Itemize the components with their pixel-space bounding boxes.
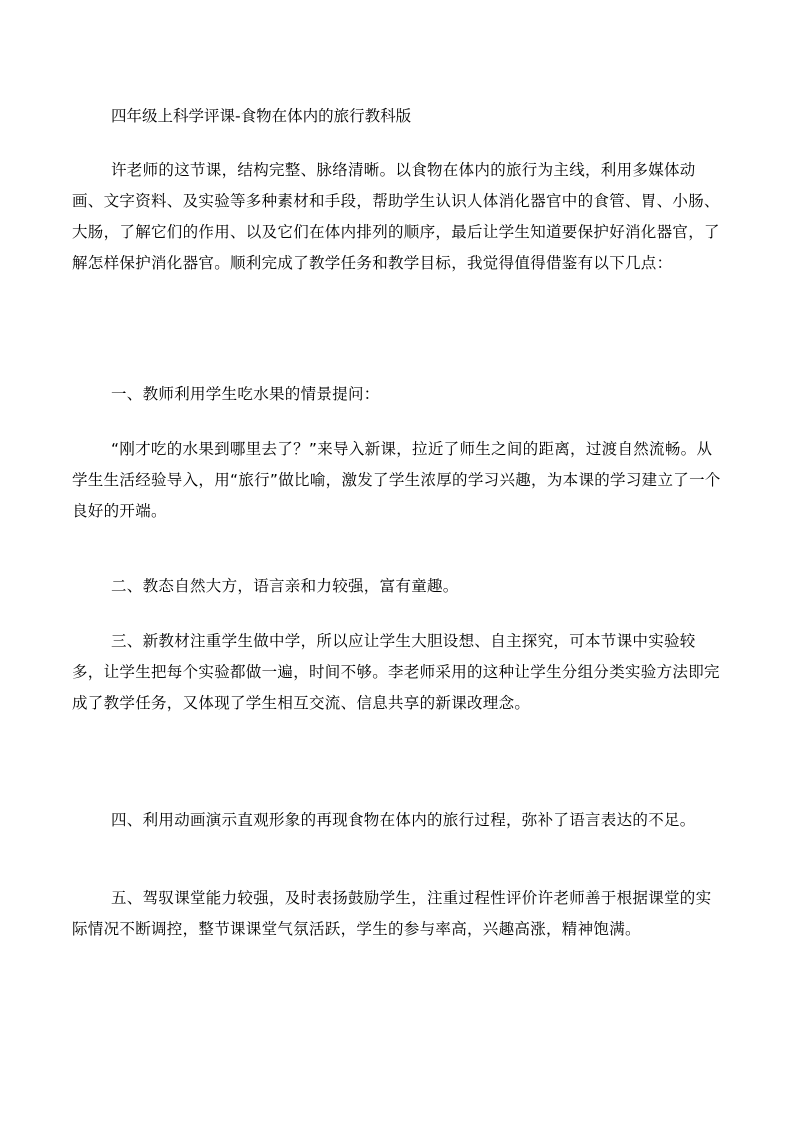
paragraph-point-5: 五、驾驭课堂能力较强，及时表扬鼓励学生，注重过程性评价许老师善于根据课堂的实际情况不断调控，整节课课堂气氛活跃，学生的参与率高，兴趣高涨，精神饱满。 [72,889,712,938]
paragraph-point-1-body: “刚才吃的水果到哪里去了？”来导入新课，拉近了师生之间的距离，过渡自然流畅。从学生生活经验导入，用“旅行”做比喻，激发了学生浓厚的学习兴趣，为本课的学习建立了一个良好的开端。 [72,440,721,520]
document-title: 四年级上科学评课-食物在体内的旅行教科版 [111,107,412,125]
paragraph-point-4: 四、利用动画演示直观形象的再现食物在体内的旅行过程，弥补了语言表达的不足。 [111,811,696,829]
paragraph-point-3: 三、新教材注重学生做中学，所以应让学生大胆设想、自主探究，可本节课中实验较多，让学生把每个实验都做一遍，时间不够。李老师采用的这种让学生分组分类实验方法即完成了教学任务，又体现了学生相互交流、信息共享的新课改理念。 [72,632,720,712]
paragraph-point-1-heading: 一、教师利用学生吃水果的情景提问： [111,385,380,403]
paragraph-intro: 许老师的这节课，结构完整、脉络清晰。以食物在体内的旅行为主线，利用多媒体动画、文字资料、及实验等多种素材和手段，帮助学生认识人体消化器官中的食管、胃、小肠、大肠，了解它们的作用、以及它们在体内排列的顺序，最后让学生知道要保护好消化器官，了解怎样保护消化器官。顺利完成了教学任务和教学目标，我觉得值得借鉴有以下几点： [72,161,720,272]
paragraph-point-2: 二、教态自然大方，语言亲和力较强，富有童趣。 [111,577,459,595]
